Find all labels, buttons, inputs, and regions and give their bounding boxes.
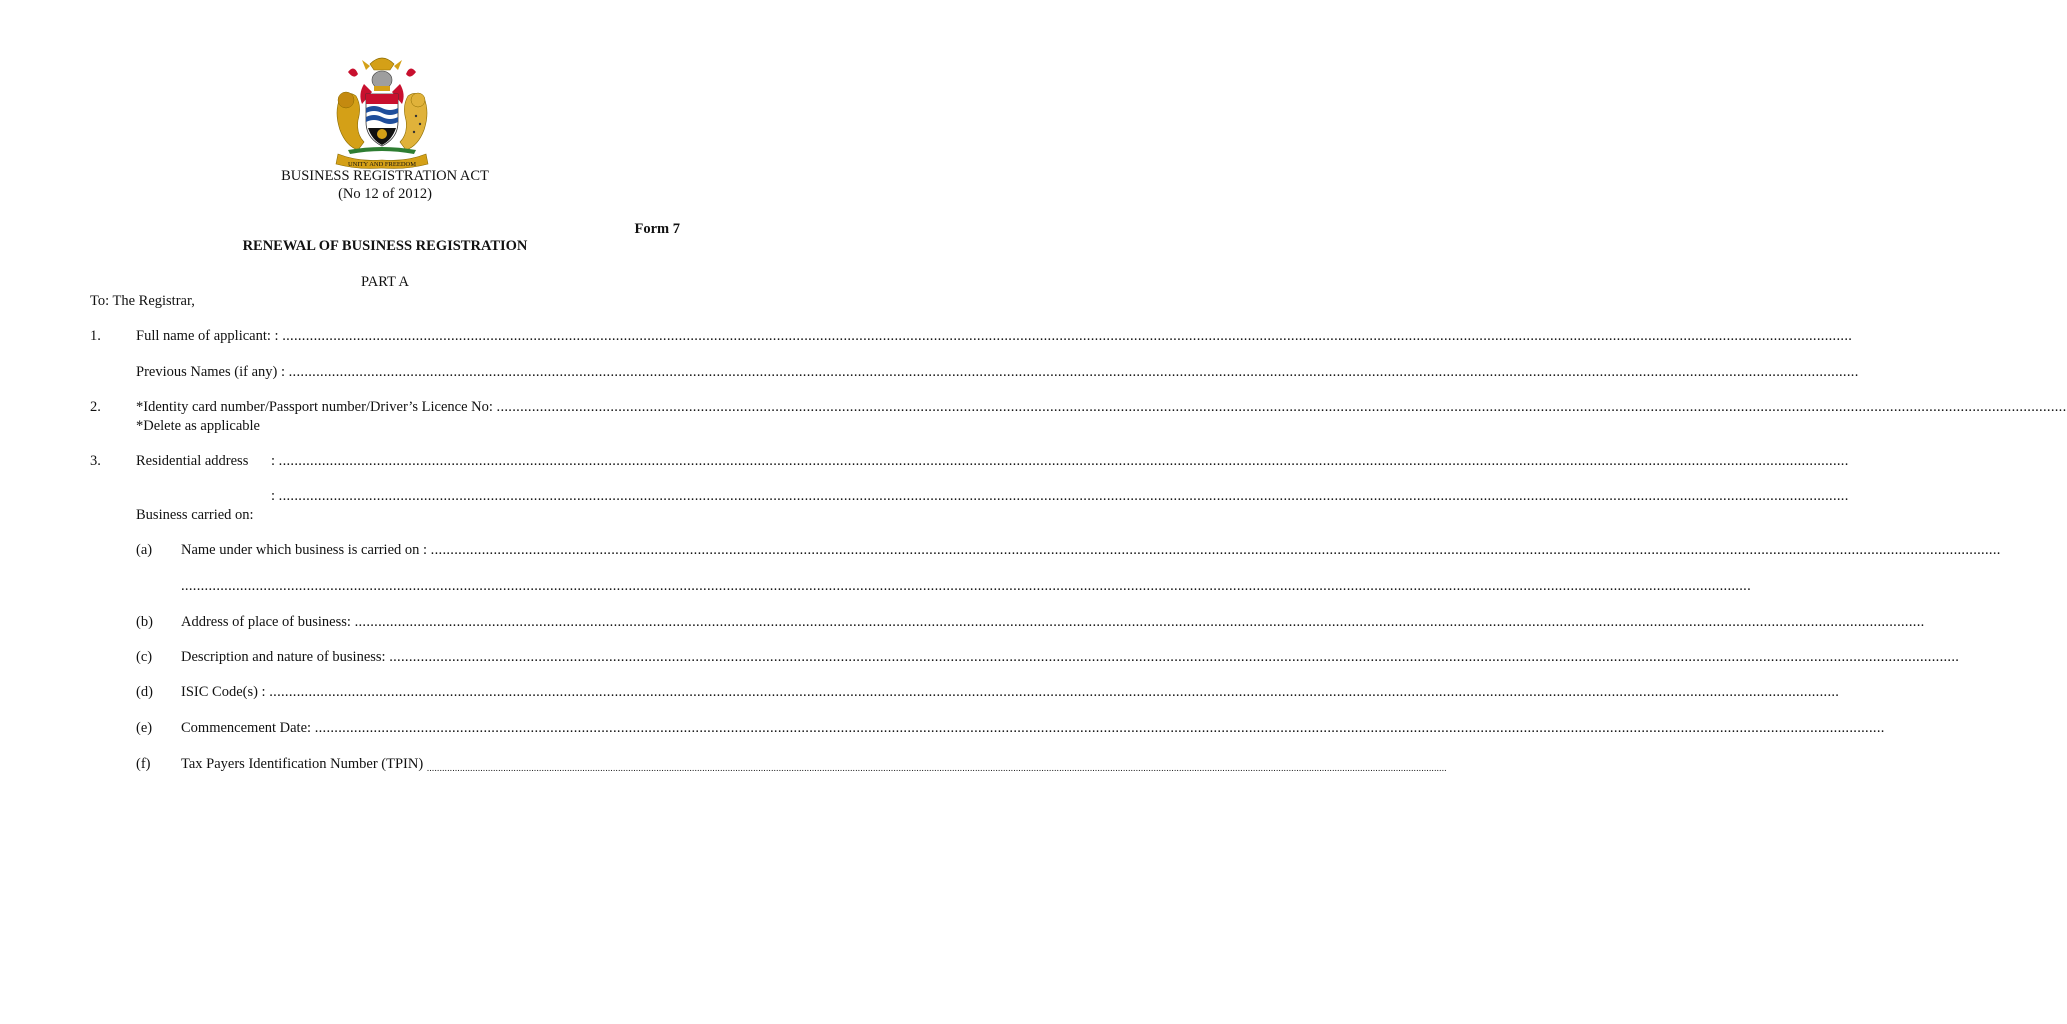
residential-address-colon: : bbox=[271, 453, 276, 469]
isic-code-label: ISIC Code(s) : bbox=[181, 684, 266, 700]
tpin-fill-line[interactable]: ................................................................................................................................................................................................................................................................................................................................................................................................................ bbox=[426, 763, 1447, 773]
delete-note: *Delete as applicable bbox=[136, 418, 260, 434]
business-address-label: Address of place of business: bbox=[181, 614, 351, 630]
form-label: Form 7 bbox=[634, 221, 680, 237]
business-name-fill-line[interactable]: ................................................................................................................................................................................................................................................................................................................................................................................................................ bbox=[430, 542, 2001, 558]
business-name-fill-line-2[interactable]: ................................................................................................................................................................................................................................................................................................................................................................................................................ bbox=[181, 578, 1751, 594]
residential-address-label: Residential address bbox=[136, 453, 249, 469]
business-description-field-row bbox=[181, 649, 1960, 666]
business-carried-on-label: Business carried on: bbox=[136, 507, 254, 523]
sub-item-letter: (a) bbox=[136, 542, 153, 558]
business-name-field-row bbox=[181, 542, 2001, 559]
identity-number-fill-line[interactable]: ................................................................................................................................................................................................................................................................................................................................................................................................................ bbox=[496, 399, 2067, 415]
residential-address-fill-line-1[interactable]: ................................................................................................................................................................................................................................................................................................................................................................................................................ bbox=[278, 453, 1849, 469]
full-name-label: Full name of applicant: : bbox=[136, 328, 279, 344]
previous-names-field-row bbox=[136, 364, 1859, 381]
business-description-label: Description and nature of business: bbox=[181, 649, 386, 665]
sub-item-letter: (f) bbox=[136, 756, 151, 772]
identity-number-label: *Identity card number/Passport number/Driver’s Licence No: bbox=[136, 399, 493, 415]
residential-address-field-row-2 bbox=[271, 488, 1849, 505]
sub-item-letter: (b) bbox=[136, 614, 153, 630]
commencement-date-fill-line[interactable]: ................................................................................................................................................................................................................................................................................................................................................................................................................ bbox=[314, 720, 1885, 736]
residential-address-colon: : bbox=[271, 488, 276, 504]
commencement-date-label: Commencement Date: bbox=[181, 720, 312, 736]
business-name-label: Name under which business is carried on : bbox=[181, 542, 428, 558]
full-name-fill-line[interactable]: ................................................................................................................................................................................................................................................................................................................................................................................................................ bbox=[282, 328, 1853, 344]
item-number: 1. bbox=[90, 328, 101, 344]
residential-address-fill-line-2[interactable]: ................................................................................................................................................................................................................................................................................................................................................................................................................ bbox=[278, 488, 1849, 504]
part-label: PART A bbox=[361, 274, 409, 290]
sub-item-letter: (d) bbox=[136, 684, 153, 700]
addressee: To: The Registrar, bbox=[90, 293, 195, 309]
act-title: BUSINESS REGISTRATION ACT bbox=[281, 168, 489, 184]
form-title: RENEWAL OF BUSINESS REGISTRATION bbox=[242, 238, 528, 254]
sub-item-letter: (e) bbox=[136, 720, 153, 736]
tpin-label: Tax Payers Identification Number (TPIN) bbox=[181, 756, 424, 772]
item-number: 3. bbox=[90, 453, 101, 469]
business-address-fill-line[interactable]: ................................................................................................................................................................................................................................................................................................................................................................................................................ bbox=[354, 614, 1925, 630]
act-number: (No 12 of 2012) bbox=[338, 186, 432, 202]
previous-names-fill-line[interactable]: ................................................................................................................................................................................................................................................................................................................................................................................................................ bbox=[288, 364, 1859, 380]
item-number: 2. bbox=[90, 399, 101, 415]
sub-item-letter: (c) bbox=[136, 649, 153, 665]
commencement-date-field-row bbox=[181, 720, 1885, 737]
crest-motto: UNITY AND FREEDOM bbox=[347, 161, 417, 168]
previous-names-label: Previous Names (if any) : bbox=[136, 364, 285, 380]
isic-code-field-row bbox=[181, 684, 1840, 701]
identity-number-field-row bbox=[136, 399, 2067, 416]
residential-address-field-row bbox=[271, 453, 1849, 470]
business-name-field-row-2 bbox=[181, 578, 1751, 595]
tpin-field-row bbox=[181, 756, 1447, 773]
business-description-fill-line[interactable]: ................................................................................................................................................................................................................................................................................................................................................................................................................ bbox=[389, 649, 1960, 665]
isic-code-fill-line[interactable]: ................................................................................................................................................................................................................................................................................................................................................................................................................ bbox=[269, 684, 1840, 700]
full-name-field-row bbox=[136, 328, 1853, 345]
business-address-field-row bbox=[181, 614, 1925, 631]
coat-of-arms-emblem bbox=[318, 50, 446, 170]
